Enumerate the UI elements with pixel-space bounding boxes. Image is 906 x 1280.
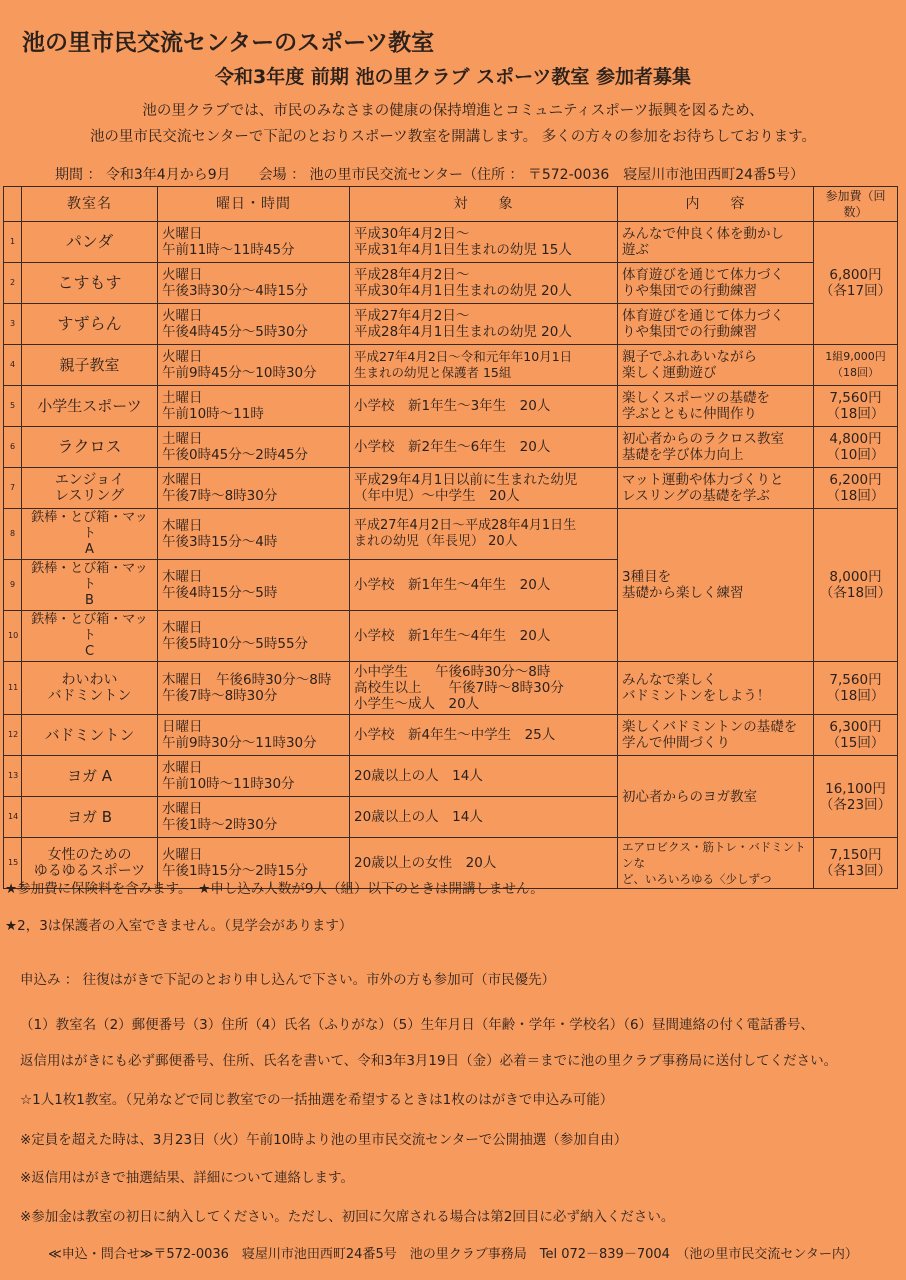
class-name: わいわい バドミントン bbox=[22, 662, 158, 715]
table-row bbox=[4, 468, 898, 509]
day-time: 火曜日 午後1時15分～2時15分 bbox=[158, 838, 350, 889]
content: 3種目を 基礎から楽しく練習 bbox=[618, 509, 814, 662]
day-time: 土曜日 午前10時～11時 bbox=[158, 386, 350, 427]
table-row bbox=[4, 222, 898, 263]
table-row bbox=[4, 386, 898, 427]
day-time: 木曜日 午後4時15分～5時 bbox=[158, 560, 350, 611]
application-items: （1）教室名（2）郵便番号（3）住所（4）氏名（ふりがな）（5）生年月日（年齢・学年・学校名）（6）昼間連絡の付く電話番号、 bbox=[20, 1017, 815, 1033]
fee: 6,200円 （18回） bbox=[814, 468, 898, 509]
day-time: 火曜日 午前11時～11時45分 bbox=[158, 222, 350, 263]
period-venue: 期間 ： 令和3年4月から9月 会場 ： 池の里市民交流センター（住所 ： 〒572-0036 寝屋川市池田西町24番5号） bbox=[55, 167, 804, 183]
row-number: 7 bbox=[4, 468, 22, 509]
class-name: パンダ bbox=[22, 222, 158, 263]
target: 小中学生 午後6時30分～8時 高校生以上 午後7時～8時30分 小学生～成人 20人 bbox=[350, 662, 618, 715]
target: 平成29年4月1日以前に生まれた幼児 （年中児）～中学生 20人 bbox=[350, 468, 618, 509]
application-method: 申込み ： 往復はがきで下記のとおり申し込んで下さい。市外の方も参加可（市民優先） bbox=[20, 972, 556, 988]
day-time: 木曜日 午後3時15分～4時 bbox=[158, 509, 350, 560]
class-name: ヨガ B bbox=[22, 797, 158, 838]
fee: 7,560円 （18回） bbox=[814, 662, 898, 715]
row-number: 13 bbox=[4, 756, 22, 797]
class-name: 小学生スポーツ bbox=[22, 386, 158, 427]
target: 平成28年4月2日～ 平成30年4月1日生まれの幼児 20人 bbox=[350, 263, 618, 304]
row-number: 1 bbox=[4, 222, 22, 263]
fee: 7,150円 （各13回） bbox=[814, 838, 898, 889]
row-number: 9 bbox=[4, 560, 22, 611]
row-number: 10 bbox=[4, 611, 22, 662]
table-row bbox=[4, 263, 898, 304]
target: 平成27年4月2日～令和元年年10月1日 生まれの幼児と保護者 15組 bbox=[350, 345, 618, 386]
content: 初心者からのラクロス教室 基礎を学び体力向上 bbox=[618, 427, 814, 468]
row-number: 2 bbox=[4, 263, 22, 304]
table-row bbox=[4, 715, 898, 756]
page-title: 池の里市民交流センターのスポーツ教室 bbox=[22, 30, 435, 56]
class-name: こすもす bbox=[22, 263, 158, 304]
content: マット運動や体力づくりと レスリングの基礎を学ぶ bbox=[618, 468, 814, 509]
target: 平成30年4月2日～ 平成31年4月1日生まれの幼児 15人 bbox=[350, 222, 618, 263]
target: 平成27年4月2日～ 平成28年4月1日生まれの幼児 20人 bbox=[350, 304, 618, 345]
table-row bbox=[4, 427, 898, 468]
page-subtitle: 令和3年度 前期 池の里クラブ スポーツ教室 参加者募集 bbox=[215, 66, 691, 88]
intro-text-1: 池の里クラブでは、市民のみなさまの健康の保持増進とコミュニティスポーツ振興を図るため、 bbox=[142, 103, 764, 119]
row-number: 6 bbox=[4, 427, 22, 468]
fee: 16,100円 （各23回） bbox=[814, 756, 898, 838]
application-payment: ※参加金は教室の初日に納入してください。ただし、初回に欠席される場合は第2回目に必ず納入ください。 bbox=[20, 1209, 675, 1225]
class-name: バドミントン bbox=[22, 715, 158, 756]
class-name: 女性のための ゆるゆるスポーツ bbox=[22, 838, 158, 889]
class-name: 鉄棒・とび箱・マット A bbox=[22, 509, 158, 560]
day-time: 木曜日 午後6時30分～8時 午後7時～8時30分 bbox=[158, 662, 350, 715]
target: 平成27年4月2日～平成28年4月1日生 まれの幼児（年長児） 20人 bbox=[350, 509, 618, 560]
note-guardian: ★2，3は保護者の入室できません。（見学会があります） bbox=[5, 918, 353, 934]
fee: 7,560円 （18回） bbox=[814, 386, 898, 427]
col-header-class-name: 教室名 bbox=[22, 187, 158, 222]
contact-footer: ≪申込・問合せ≫〒572-0036 寝屋川市池田西町24番5号 池の里クラブ事務局 Tel 072－839－7004 （池の里市民交流センター内） bbox=[48, 1247, 858, 1262]
target: 20歳以上の人 14人 bbox=[350, 797, 618, 838]
col-header-content: 内 容 bbox=[618, 187, 814, 222]
day-time: 土曜日 午後0時45分～2時45分 bbox=[158, 427, 350, 468]
class-name: 親子教室 bbox=[22, 345, 158, 386]
fee: 6,800円 （各17回） bbox=[814, 222, 898, 345]
target: 小学校 新2年生～6年生 20人 bbox=[350, 427, 618, 468]
fee: 4,800円 （10回） bbox=[814, 427, 898, 468]
col-header-no bbox=[4, 187, 22, 222]
class-name: 鉄棒・とび箱・マット B bbox=[22, 560, 158, 611]
target: 小学校 新1年生～4年生 20人 bbox=[350, 611, 618, 662]
content: 体育遊びを通じて体力づく りや集団での行動練習 bbox=[618, 263, 814, 304]
fee: 8,000円 （各18回） bbox=[814, 509, 898, 662]
target: 小学校 新4年生～中学生 25人 bbox=[350, 715, 618, 756]
row-number: 12 bbox=[4, 715, 22, 756]
application-lottery: ※定員を超えた時は、3月23日（火）午前10時より池の里市民交流センターで公開抽選（参加自由） bbox=[20, 1132, 628, 1148]
day-time: 水曜日 午後7時～8時30分 bbox=[158, 468, 350, 509]
application-one-class: ☆1人1枚1教室。（兄弟などで同じ教室での一括抽選を希望するときは1枚のはがきで申込み可能） bbox=[20, 1092, 614, 1108]
target: 20歳以上の人 14人 bbox=[350, 756, 618, 797]
content: 楽しくバドミントンの基礎を 学んで仲間づくり bbox=[618, 715, 814, 756]
content: みんなで仲良く体を動かし 遊ぶ bbox=[618, 222, 814, 263]
target: 小学校 新1年生～3年生 20人 bbox=[350, 386, 618, 427]
content: 親子でふれあいながら 楽しく運動遊び bbox=[618, 345, 814, 386]
day-time: 日曜日 午前9時30分～11時30分 bbox=[158, 715, 350, 756]
fee: 6,300円 （15回） bbox=[814, 715, 898, 756]
class-name: ラクロス bbox=[22, 427, 158, 468]
content: 初心者からのヨガ教室 bbox=[618, 756, 814, 838]
application-result: ※返信用はがきで抽選結果、詳細について連絡します。 bbox=[20, 1170, 354, 1186]
class-name: ヨガ A bbox=[22, 756, 158, 797]
table-header-row bbox=[4, 187, 898, 222]
note-fee-insurance: ★参加費に保険料を含みます。 ★申し込み人数が9人（組）以下のときは開講しません。 bbox=[5, 881, 544, 897]
class-name: 鉄棒・とび箱・マット C bbox=[22, 611, 158, 662]
content: 体育遊びを通じて体力づく りや集団での行動練習 bbox=[618, 304, 814, 345]
table-row bbox=[4, 756, 898, 797]
class-table bbox=[3, 186, 898, 889]
content: みんなで楽しく バドミントンをしよう！ bbox=[618, 662, 814, 715]
fee: 1組9,000円 （18回） bbox=[814, 345, 898, 386]
day-time: 火曜日 午後3時30分～4時15分 bbox=[158, 263, 350, 304]
table-row bbox=[4, 304, 898, 345]
table-row bbox=[4, 509, 898, 560]
class-name: すずらん bbox=[22, 304, 158, 345]
target: 20歳以上の女性 20人 bbox=[350, 838, 618, 889]
row-number: 8 bbox=[4, 509, 22, 560]
row-number: 11 bbox=[4, 662, 22, 715]
row-number: 15 bbox=[4, 838, 22, 889]
content: エアロビクス・筋トレ・バドミントンな ど、いろいろゆる〈少しずつ bbox=[618, 838, 814, 889]
table-row bbox=[4, 345, 898, 386]
day-time: 水曜日 午後1時～2時30分 bbox=[158, 797, 350, 838]
target: 小学校 新1年生～4年生 20人 bbox=[350, 560, 618, 611]
content: 楽しくスポーツの基礎を 学ぶとともに仲間作り bbox=[618, 386, 814, 427]
day-time: 火曜日 午前9時45分～10時30分 bbox=[158, 345, 350, 386]
table-row bbox=[4, 662, 898, 715]
row-number: 4 bbox=[4, 345, 22, 386]
row-number: 5 bbox=[4, 386, 22, 427]
application-deadline: 返信用はがきにも必ず郵便番号、住所、氏名を書いて、令和3年3月19日（金）必着＝までに池の里クラブ事務局に送付してください。 bbox=[20, 1053, 838, 1069]
col-header-target: 対 象 bbox=[350, 187, 618, 222]
row-number: 14 bbox=[4, 797, 22, 838]
day-time: 火曜日 午後4時45分～5時30分 bbox=[158, 304, 350, 345]
day-time: 水曜日 午前10時～11時30分 bbox=[158, 756, 350, 797]
col-header-day-time: 曜日・時間 bbox=[158, 187, 350, 222]
row-number: 3 bbox=[4, 304, 22, 345]
class-name: エンジョイ レスリング bbox=[22, 468, 158, 509]
col-header-fee: 参加費（回数） bbox=[814, 187, 898, 222]
day-time: 木曜日 午後5時10分～5時55分 bbox=[158, 611, 350, 662]
intro-text-2: 池の里市民交流センターで下記のとおりスポーツ教室を開講します。 多くの方々の参加をお待ちしております。 bbox=[89, 129, 817, 145]
